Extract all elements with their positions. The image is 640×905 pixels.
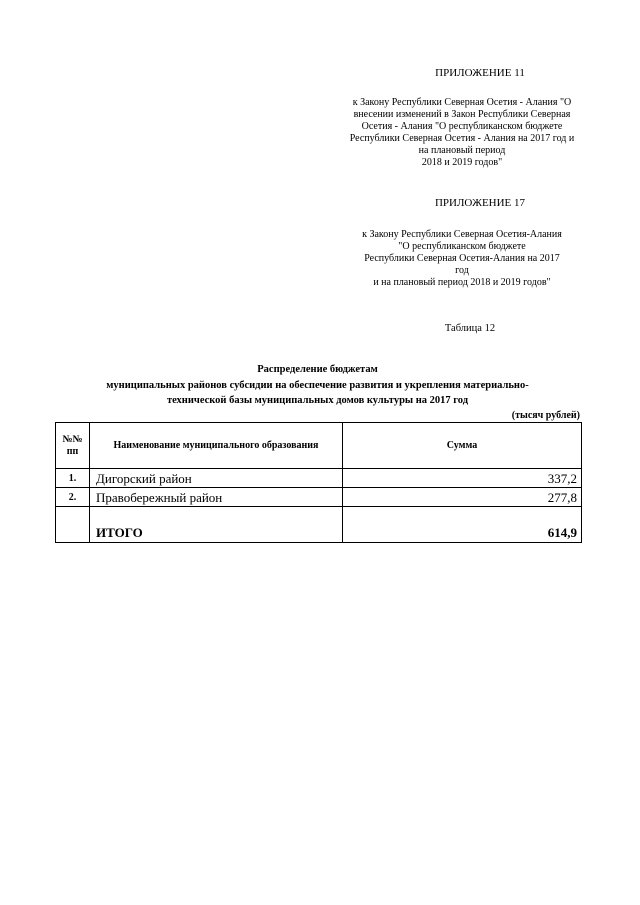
appendix-11-line: 2018 и 2019 годов" <box>421 157 503 168</box>
total-number <box>56 507 90 543</box>
budget-table <box>55 422 582 543</box>
table-row <box>56 488 582 507</box>
appendix-17-text <box>340 229 584 289</box>
appendix-11-line: к Закону Республики Северная Осетия - Алания "О <box>352 97 572 108</box>
row-sum: 337,2 <box>343 469 582 488</box>
appendix-17-line: "О республиканском бюджете <box>398 241 526 252</box>
row-number: 1. <box>56 469 90 488</box>
appendix-11-line: внесении изменений в Закон Республики Северная <box>353 109 571 120</box>
appendix-11-text <box>340 97 584 169</box>
appendix-17-line: и на плановый период 2018 и 2019 годов" <box>373 277 551 288</box>
table-total-row <box>56 507 582 543</box>
appendix-11-title: ПРИЛОЖЕНИЕ 11 <box>435 67 525 79</box>
appendix-17-line: к Закону Республики Северная Осетия-Алания <box>362 229 562 240</box>
appendix-11-line: Осетия - Алания "О республиканском бюджете <box>361 121 563 132</box>
row-name: Правобережный район <box>90 488 343 507</box>
appendix-11-line: на плановый период <box>418 145 506 156</box>
header-sum: Сумма <box>343 423 582 469</box>
header-number: №№ пп <box>56 423 90 469</box>
appendix-11-line: Республики Северная Осетия - Алания на 2017 год и <box>349 133 575 144</box>
row-name: Дигорский район <box>90 469 343 488</box>
total-label: ИТОГО <box>90 507 343 543</box>
header-name: Наименование муниципального образования <box>90 423 343 469</box>
document-title-line-3: технической базы муниципальных домов культуры на 2017 год <box>166 395 469 406</box>
document-title-line-1: Распределение бюджетам <box>257 364 378 375</box>
appendix-17-line: год <box>455 265 469 276</box>
units-label: (тысяч рублей) <box>511 410 580 421</box>
document-title-line-2: муниципальных районов субсидии на обеспечение развития и укрепления материально- <box>106 380 529 391</box>
appendix-17-title: ПРИЛОЖЕНИЕ 17 <box>434 197 526 209</box>
table-number: Таблица 12 <box>444 323 496 334</box>
table-row <box>56 469 582 488</box>
row-sum: 277,8 <box>343 488 582 507</box>
appendix-17-line: Республики Северная Осетия-Алания на 2017 <box>364 253 560 264</box>
total-sum: 614,9 <box>343 507 582 543</box>
row-number: 2. <box>56 488 90 507</box>
table-header-row <box>56 423 582 469</box>
